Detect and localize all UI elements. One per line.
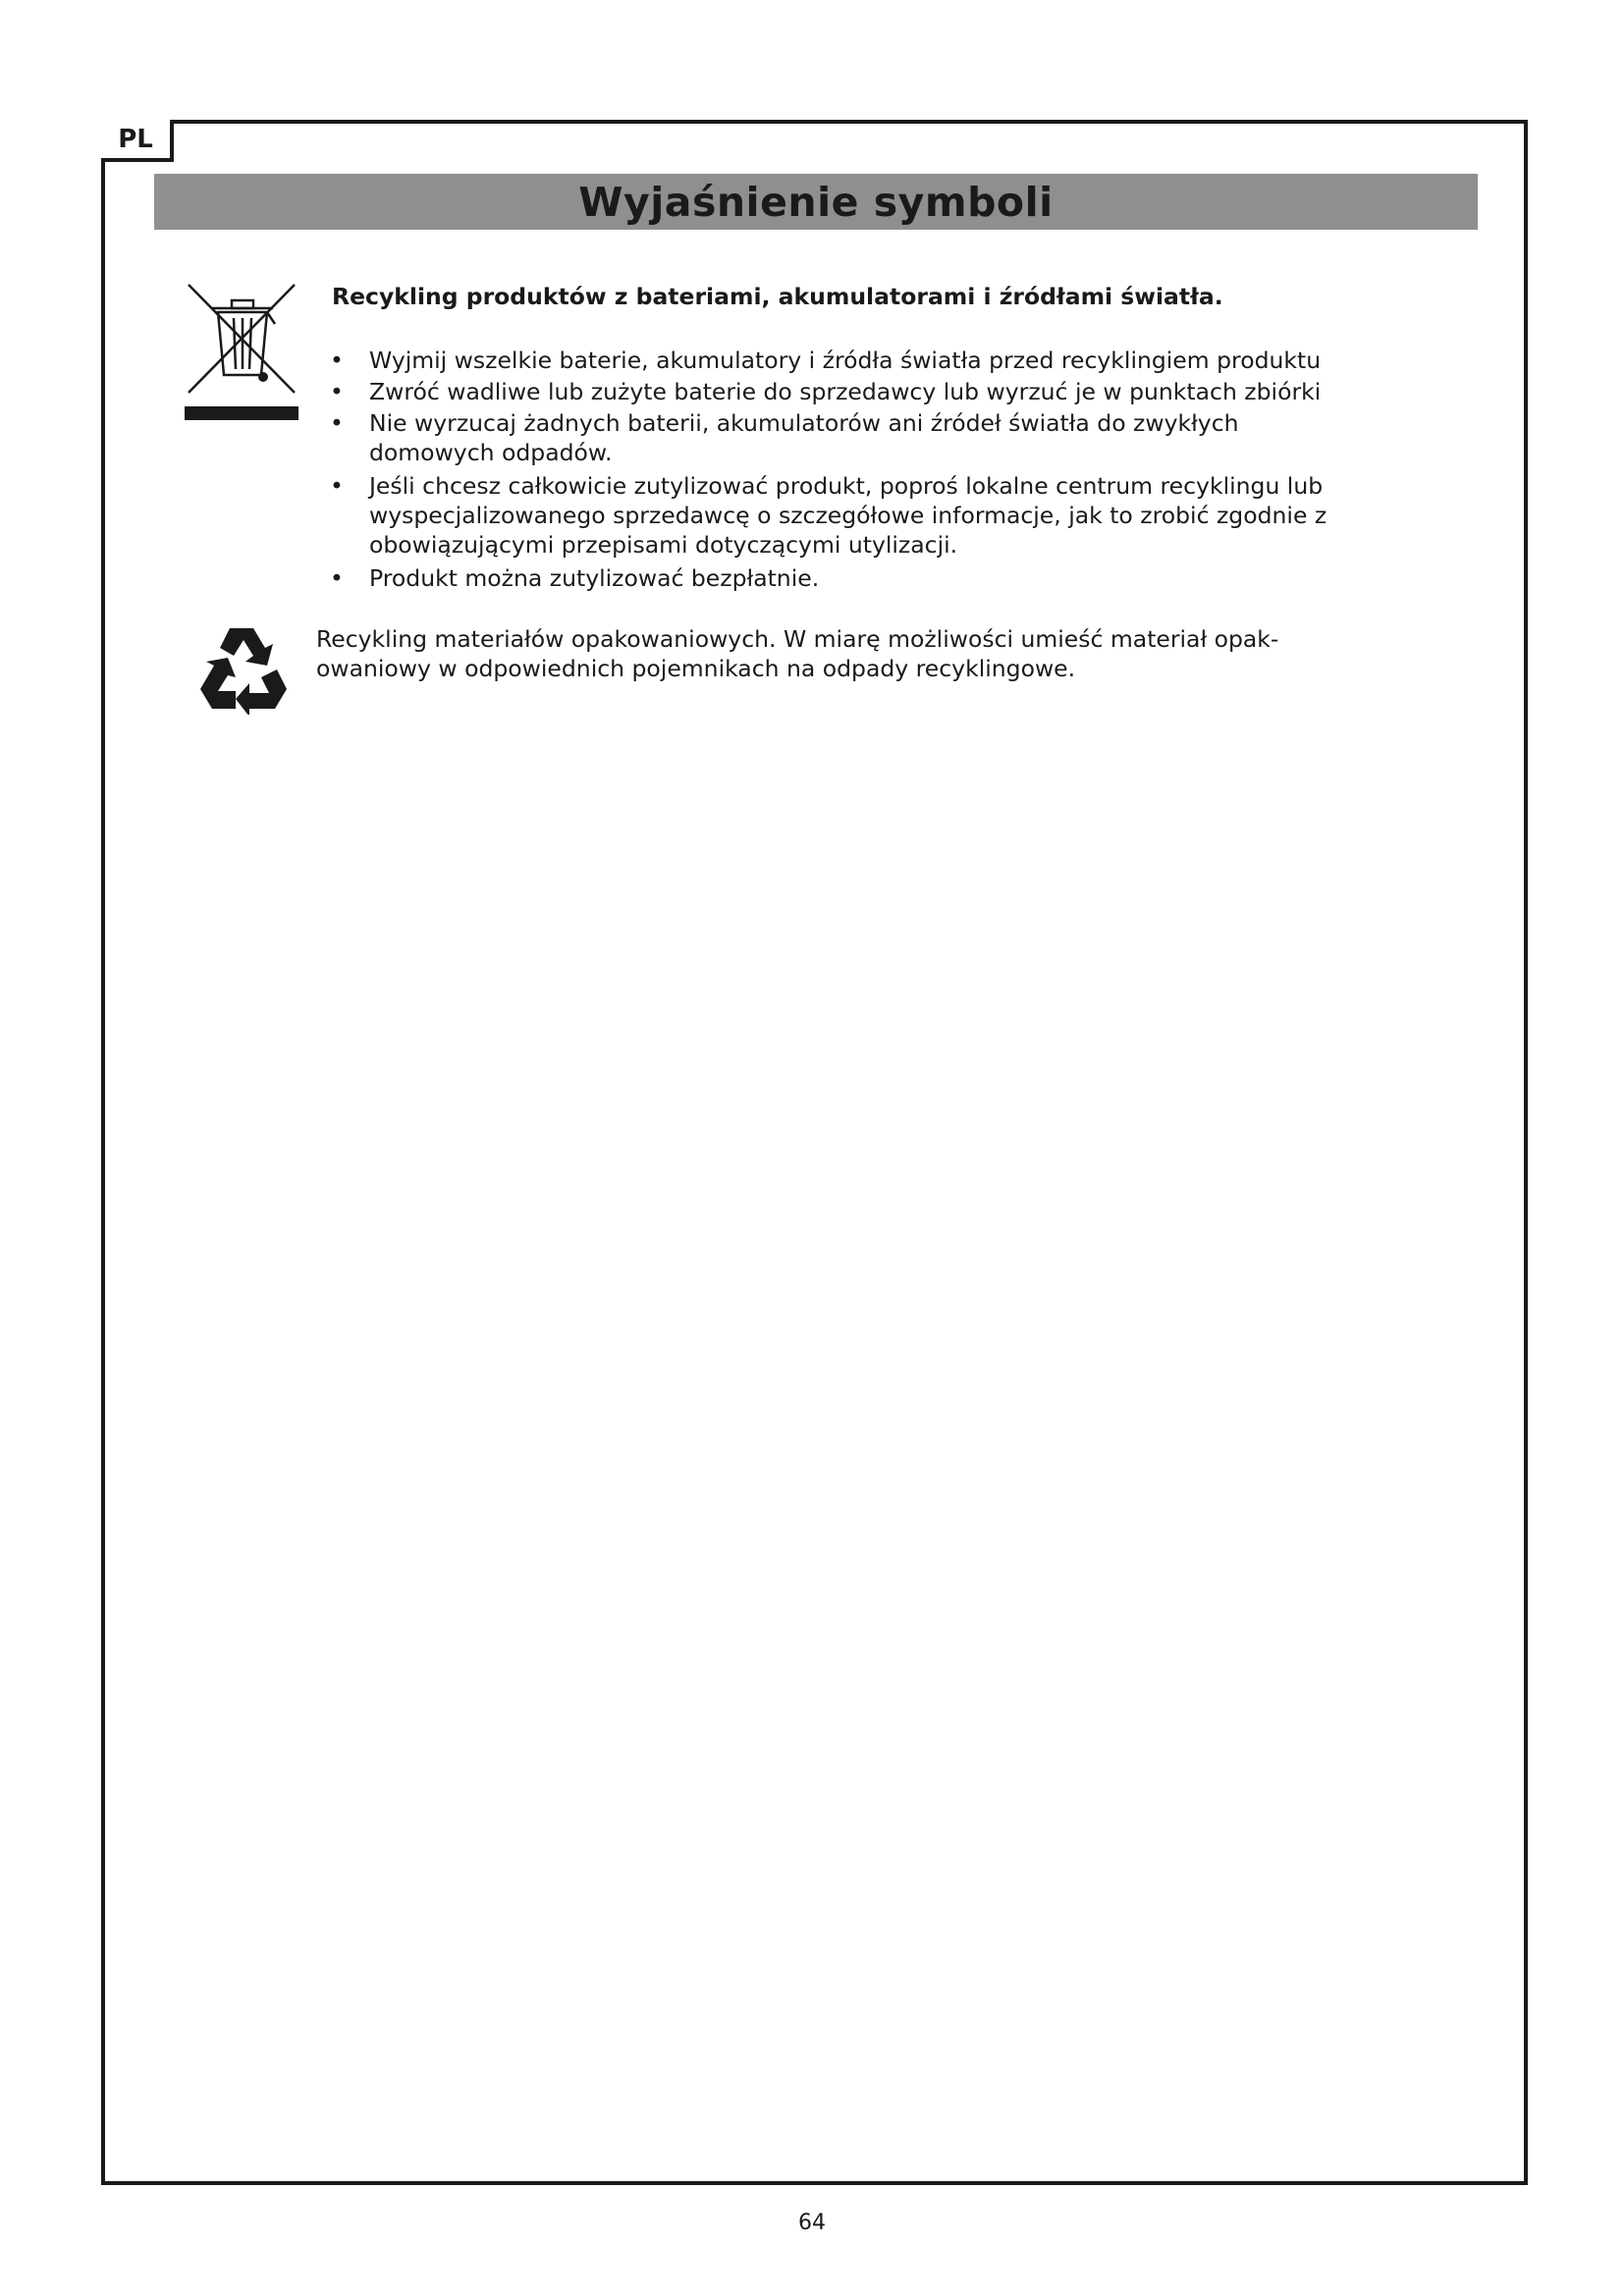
list-item: • Jeśli chcesz całkowicie zutylizować produkt, poproś lokalne centrum recyklingu lub wyspecjalizowanego sprzedawcę o szczegółowe informacje, jak to zrobić zgodnie z obowiązującymi przepisami dotyczącymi utylizacji. <box>330 471 1371 560</box>
list-item: • Nie wyrzucaj żadnych baterii, akumulatorów ani źródeł światła do zwykłych domowych odpadów. <box>330 408 1371 467</box>
language-tag: PL <box>101 120 174 162</box>
crossed-out-wheelie-bin-icon <box>183 279 300 422</box>
battery-instructions-list <box>330 346 1371 595</box>
packaging-recycling-text: Recykling materiałów opakowaniowych. W miarę możliwości umieść materiał opak-owaniowy w odpowiednich pojemnikach na odpady recyklingowe. <box>316 625 1279 682</box>
list-item: • Produkt można zutylizować bezpłatnie. <box>330 563 1371 593</box>
recycle-arrows-icon <box>196 624 291 715</box>
list-item: • Zwróć wadliwe lub zużyte baterie do sprzedawcy lub wyrzuć je w punktach zbiórki <box>330 377 1371 406</box>
title-bar <box>154 174 1478 230</box>
page-title: Wyjaśnienie symboli <box>578 178 1054 226</box>
battery-section-heading: Recykling produktów z bateriami, akumulatorami i źródłami światła. <box>332 283 1223 310</box>
list-item: • Wyjmij wszelkie baterie, akumulatory i źródła światła przed recyklingiem produktu <box>330 346 1371 375</box>
page-number: 64 <box>798 2211 826 2235</box>
